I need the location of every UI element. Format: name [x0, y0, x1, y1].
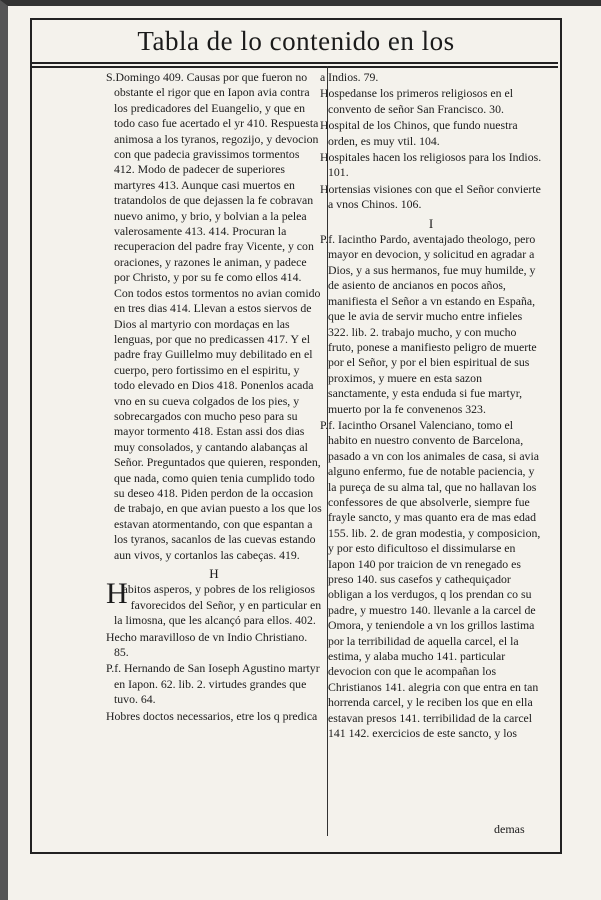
index-entry: a Indios. 79.	[320, 70, 379, 84]
index-entry: Hecho maravilloso de vn Indio Christiano. 85.	[106, 629, 308, 660]
section-letter-i: I	[428, 215, 434, 231]
index-entry: Hospital de los Chinos, que fundo nuestra orden, es muy vtil. 104.	[320, 118, 518, 148]
index-entry: P.f. Iacintho Orsanel Valenciano, tomo el habito en nuestro convento de Barcelona, pasado a vn con los animales de casa, si avia alguno enfermo, fue de notable paciencia, y la pureça de su alma tal, que no hallavan los confessores de que absolverle, siempre fue frayle sancto, y mas quanto era de mas edad 155. lib. 2. de gran modestia, y composicion, y por esto dificultoso el dissimularse en Iapon 140 por traicion de vn renegado es preso 140. sus casefos y cathequiçador obligan a los verdugos, q los prendan co su padre, y muestro 140. llevanle a la carcel de Omora, y teniendole a vn los grillos lastima por la terribilidad de aquella carcel, el la estima, y alaba mucho 141. particular devocion con que le acompañan los Christianos 141. alegria con que entra en tan horrenda carcel, y le reciben los que en ella estavan presos 141. terribilidad de la carcel 141 142. exercicios de este sancto, y los	[320, 417, 541, 741]
index-entry: S.Domingo 409. Causas por que fueron no obstante el rigor que en Iapon avia contra los predicadores del Euangelio, y que en todo caso fue acertado el yr 410. Respuesta animosa a los tyranos, regozijo, y devocion con que padecia gravissimos tormentos 412. Modo de padecer de superiores martyres 413. Aunque casi muertos en tratandolos de que dejassen la fe cobravan nuevo animo, y brio, y bolvian a la pelea valerosamente 413. 414. Procuran la recuperacion del padre fray Vicente, y con oraciones, y razones le animan, y padece por Christo, y por su fe como ellos 414. Con todos estos tormentos no avian comido en tres dias 414. Llevan a estos siervos de Dios al martyrio con mordaças en las lenguas, por que no predicassen 417. Y el padre fray Guillelmo muy debilitado en el cuerpo, pero fortissimo en el espiritu, y todo elevado en Dios 418. Ponenlos acada vno en su cueva colgados de los pies, y sobrecargados con mucho peso para su mayor tormento 418. Estan assi dos dias muy consolados, y cantando alabanças al Señor. Preguntados que quieren, responden, que nada, como quien tenia cumplido todo su deseo 418. Piden perdon de la occasion de trabajo, en que avian puesto a los que los estavan atormentando, con que espantan a los tyranos, sacanlos de las cuevas estando aun vivos, y cortanlos las cabeças. 419.	[106, 70, 322, 562]
index-entry: Hortensias visiones con que el Señor convierte a vnos Chinos. 106.	[320, 181, 541, 212]
index-entry: P.f. Iacintho Pardo, aventajado theologo, pero mayor en devocion, y solicitud en agradar a Dios, y a sus hermanos, fue muy humilde, y de asiento de ancianos en pocos años, manifiesta el Señor a vn estando en España, que le avia de servir mucho entre infieles 322. lib. 2. trabajo mucho, y con mucho fruto, ponese a manifiesto peligro de muerte por el Señor, y por el bien espiritual de sus proximos, y muere en esta sazon sanctamente, y esta enduda si fue martyr, muerto por la fe convenenos 323.	[320, 232, 537, 416]
page-title: Tabla de lo contenido en los	[137, 26, 455, 56]
catchword: demas	[494, 822, 525, 836]
index-entry: P.f. Hernando de San Ioseph Agustino martyr en Iapon. 62. lib. 2. virtudes grandes que tuvo. 64.	[106, 661, 320, 707]
section-letter-h: H	[209, 566, 219, 581]
right-column	[320, 70, 542, 742]
left-column	[106, 70, 322, 725]
title-rule-inner	[32, 66, 558, 68]
index-entry: Hospitales hacen los religiosos para los Indios. 101.	[320, 150, 542, 180]
title-rule	[32, 62, 558, 64]
index-entry: Hospedanse los primeros religiosos en el convento de señor San Francisco. 30.	[320, 86, 513, 116]
index-entry: Habitos asperos, y pobres de los religiosos favorecidos del Señor, y en particular en la limosna, que les alcançó para ellos. 402.	[106, 577, 322, 628]
index-entry: Hobres doctos necessarios, etre los q predica	[106, 708, 318, 723]
